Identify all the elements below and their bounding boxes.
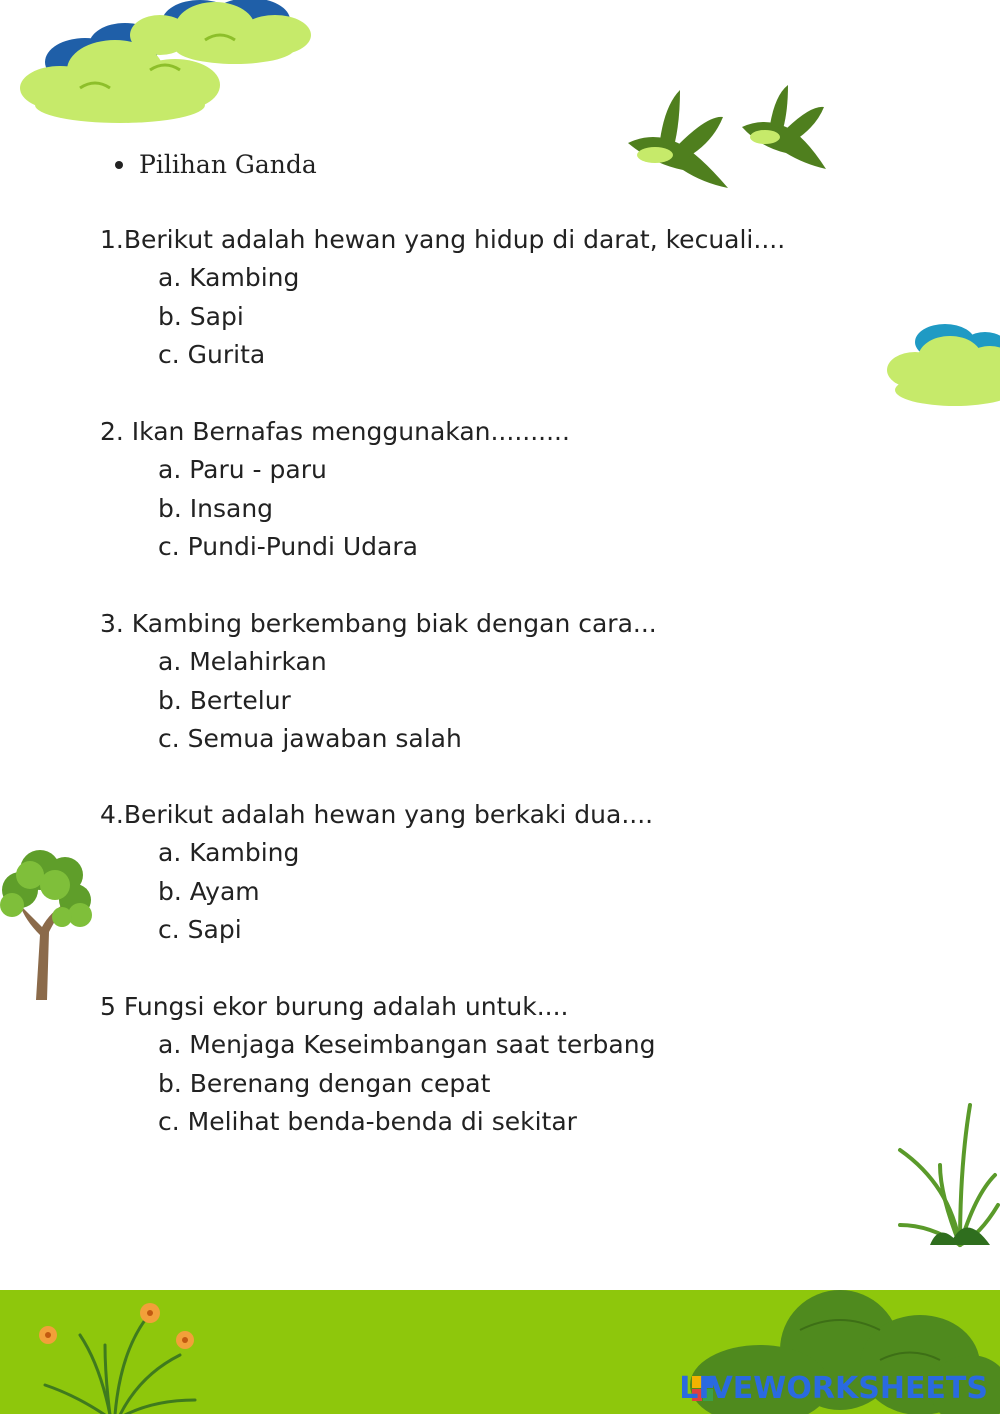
question-text: 3. Kambing berkembang biak dengan cara...: [100, 609, 657, 638]
question-1: [100, 221, 785, 375]
liveworksheets-brand[interactable]: LIVEWORKSHEETS: [679, 1371, 988, 1406]
answer-option[interactable]: a. Paru - paru: [158, 455, 327, 485]
cloud-right-icon: [885, 320, 1000, 410]
cloud-cluster-top-left-icon: [10, 0, 320, 135]
answer-option[interactable]: b. Bertelur: [158, 685, 291, 715]
question-5: [100, 988, 655, 1142]
answer-option[interactable]: a. Kambing: [158, 838, 300, 868]
answer-option[interactable]: b. Berenang dengan cepat: [158, 1068, 491, 1098]
birds-icon: [620, 85, 830, 200]
flowers-icon: [30, 1295, 210, 1414]
answer-option[interactable]: c. Pundi-Pundi Udara: [158, 532, 418, 562]
tree-icon: [0, 845, 95, 1005]
answer-option[interactable]: c. Semua jawaban salah: [158, 724, 462, 754]
answer-option[interactable]: b. Sapi: [158, 301, 244, 331]
answer-option[interactable]: a. Menjaga Keseimbangan saat terbang: [158, 1030, 656, 1060]
answer-option[interactable]: b. Ayam: [158, 876, 260, 906]
question-text: 4.Berikut adalah hewan yang berkaki dua....: [100, 800, 654, 829]
answer-option[interactable]: a. Melahirkan: [158, 647, 327, 677]
answer-option[interactable]: a. Kambing: [158, 263, 300, 293]
answer-option[interactable]: c. Sapi: [158, 915, 242, 945]
question-text: 1.Berikut adalah hewan yang hidup di darat, kecuali....: [100, 225, 786, 254]
answer-option[interactable]: c. Melihat benda-benda di sekitar: [158, 1107, 577, 1137]
question-3: [100, 605, 657, 759]
question-2: [100, 413, 570, 567]
section-title: [115, 150, 317, 179]
answer-option[interactable]: c. Gurita: [158, 340, 266, 370]
bullet-icon: [115, 161, 123, 169]
answer-option[interactable]: b. Insang: [158, 493, 274, 523]
section-title-text: Pilihan Ganda: [139, 150, 317, 179]
footer-banner: [0, 1290, 1000, 1414]
question-text: 2. Ikan Bernafas menggunakan..........: [100, 417, 570, 446]
question-text: 5 Fungsi ekor burung adalah untuk....: [100, 992, 569, 1021]
grass-icon: [880, 1100, 1000, 1250]
question-4: [100, 796, 653, 950]
